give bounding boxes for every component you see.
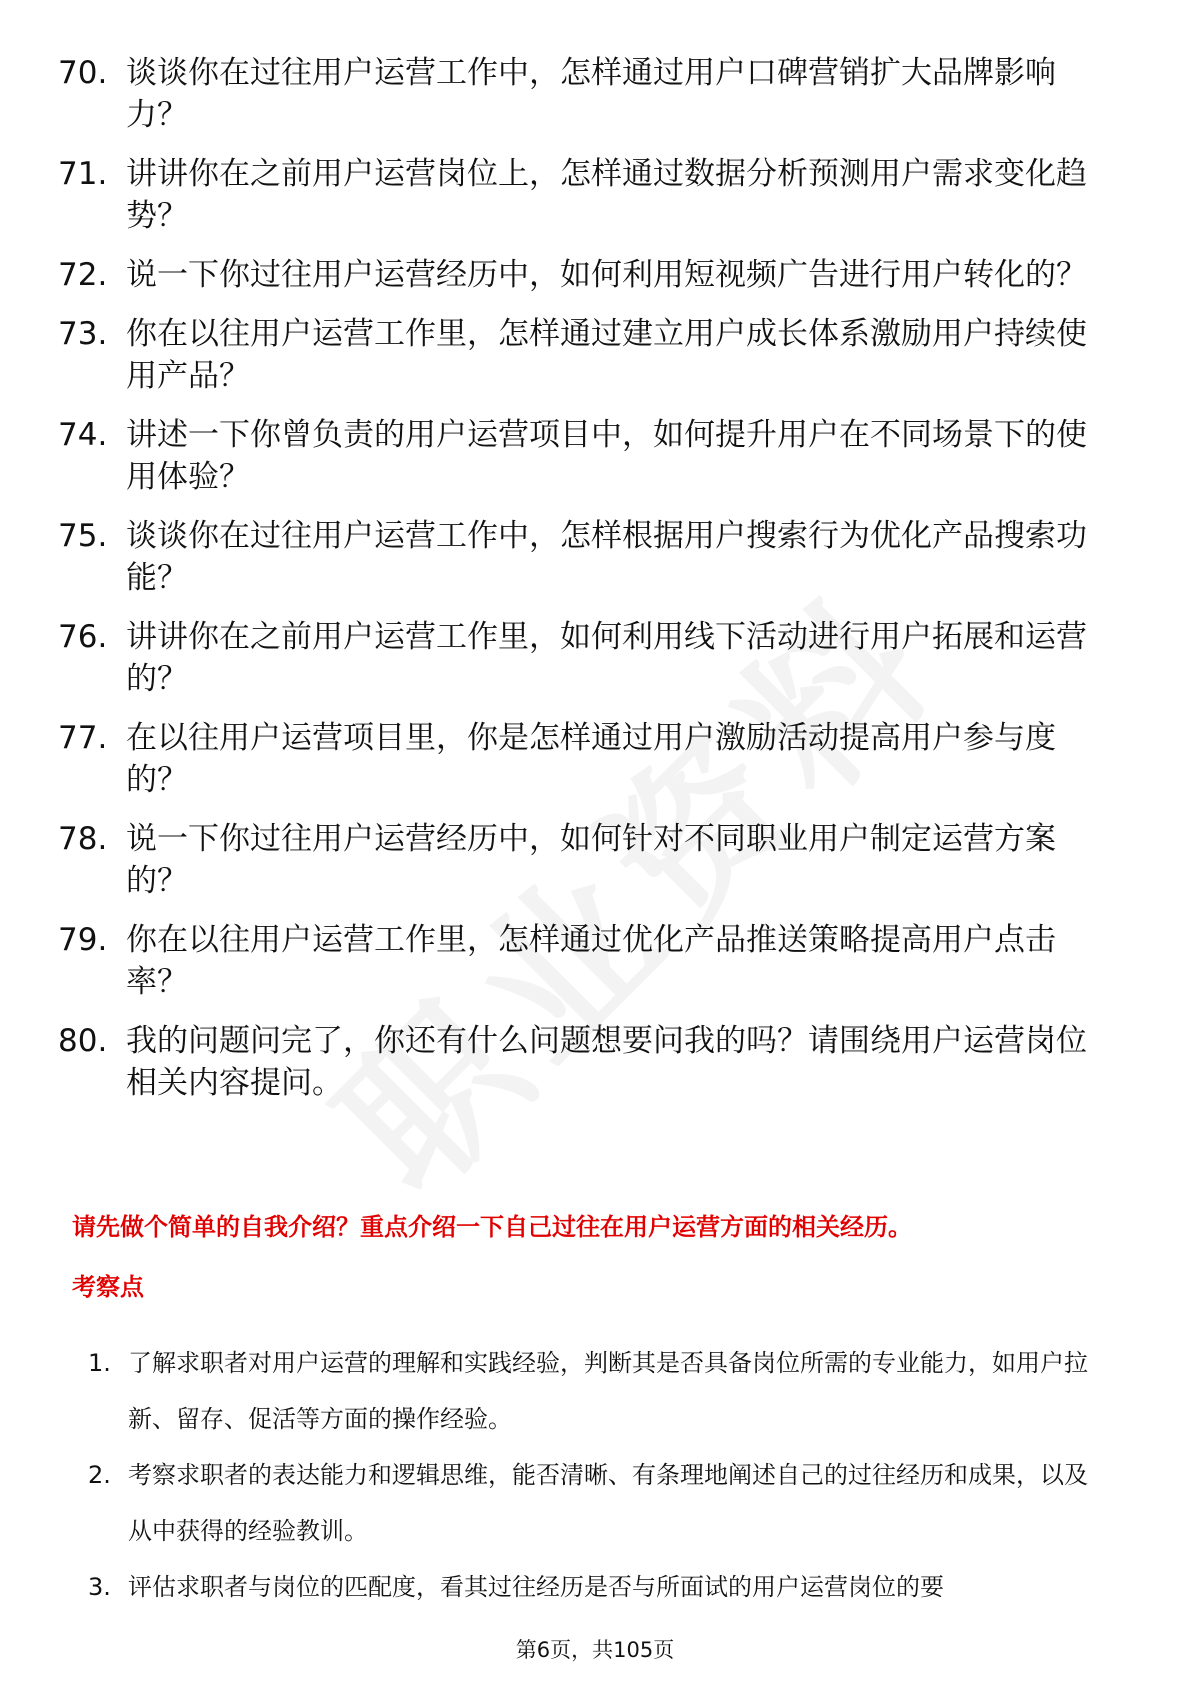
question-text: 谈谈你在过往用户运营工作中，怎样根据用户搜索行为优化产品搜索功能？ [126, 518, 1087, 596]
question-item [0, 717, 1190, 801]
subsection-title: 考察点 [72, 1273, 144, 1301]
assessment-point [0, 1335, 1190, 1447]
question-number: 74. [58, 417, 108, 453]
point-text: 评估求职者与岗位的匹配度，看其过往经历是否与所面试的用户运营岗位的要 [128, 1573, 944, 1601]
question-text: 我的问题问完了，你还有什么问题想要问我的吗？请围绕用户运营岗位相关内容提问。 [126, 1023, 1087, 1101]
point-number: 3. [88, 1573, 111, 1601]
question-number: 72. [58, 257, 108, 293]
question-item [0, 414, 1190, 498]
question-item [0, 313, 1190, 397]
question-item [0, 52, 1190, 136]
question-number: 70. [58, 55, 108, 91]
assessment-point [0, 1447, 1190, 1559]
question-text: 说一下你过往用户运营经历中，如何利用短视频广告进行用户转化的？ [126, 257, 1087, 293]
question-number: 80. [58, 1023, 108, 1059]
question-number: 77. [58, 720, 108, 756]
question-number: 75. [58, 518, 108, 554]
question-number: 71. [58, 156, 108, 192]
page-footer: 第6页，共105页 [515, 1638, 675, 1662]
question-item [0, 254, 1190, 296]
question-item [0, 616, 1190, 700]
question-text: 谈谈你在过往用户运营工作中，怎样通过用户口碑营销扩大品牌影响力？ [126, 55, 1056, 133]
question-item [0, 1020, 1190, 1104]
question-text: 你在以往用户运营工作里，怎样通过建立用户成长体系激励用户持续使用产品？ [126, 316, 1087, 394]
point-text: 了解求职者对用户运营的理解和实践经验，判断其是否具备岗位所需的专业能力，如用户拉新、留存、促活等方面的操作经验。 [128, 1349, 1088, 1433]
question-number: 78. [58, 821, 108, 857]
assessment-points-list [0, 1335, 1190, 1615]
question-text: 说一下你过往用户运营经历中，如何针对不同职业用户制定运营方案的？ [126, 821, 1056, 899]
question-number: 73. [58, 316, 108, 352]
question-item [0, 515, 1190, 599]
point-text: 考察求职者的表达能力和逻辑思维，能否清晰、有条理地阐述自己的过往经历和成果，以及从中获得的经验教训。 [128, 1461, 1088, 1545]
point-number: 2. [88, 1461, 111, 1489]
question-text: 讲讲你在之前用户运营工作里，如何利用线下活动进行用户拓展和运营的？ [126, 619, 1087, 697]
assessment-point [0, 1559, 1190, 1615]
section-title: 请先做个简单的自我介绍？重点介绍一下自己过往在用户运营方面的相关经历。 [72, 1213, 912, 1241]
question-number: 79. [58, 922, 108, 958]
question-number: 76. [58, 619, 108, 655]
question-text: 在以往用户运营项目里，你是怎样通过用户激励活动提高用户参与度的？ [126, 720, 1056, 798]
question-text: 讲述一下你曾负责的用户运营项目中，如何提升用户在不同场景下的使用体验？ [126, 417, 1087, 495]
question-text: 你在以往用户运营工作里，怎样通过优化产品推送策略提高用户点击率？ [126, 922, 1056, 1000]
question-item [0, 818, 1190, 902]
question-list [0, 52, 1190, 1121]
question-text: 讲讲你在之前用户运营岗位上，怎样通过数据分析预测用户需求变化趋势？ [126, 156, 1087, 234]
question-item [0, 153, 1190, 237]
point-number: 1. [88, 1349, 111, 1377]
question-item [0, 919, 1190, 1003]
